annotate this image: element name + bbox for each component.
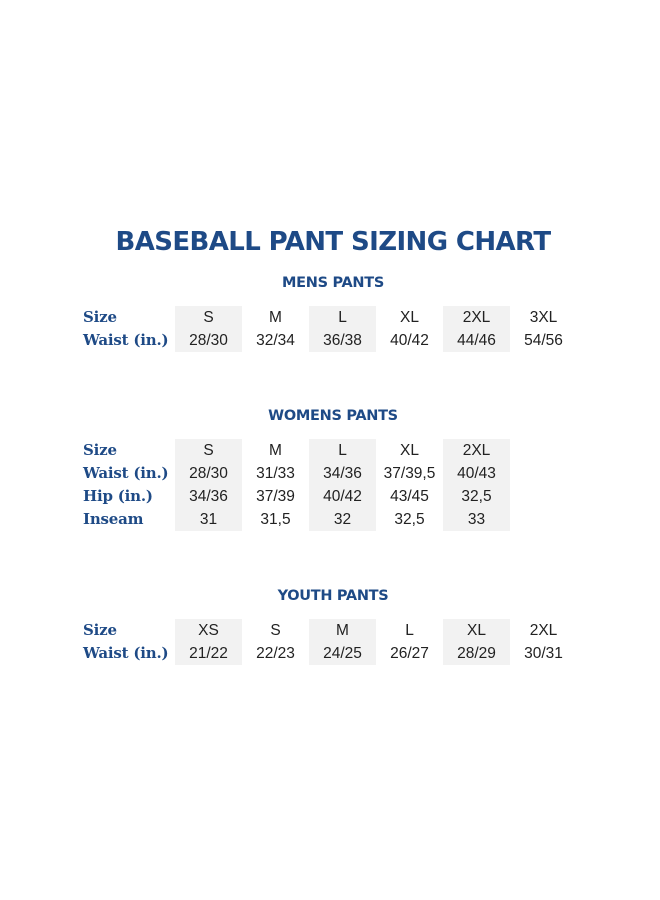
table-cell: 3XL [529, 309, 558, 326]
table-cell: 37/39,5 [383, 465, 436, 482]
row-label: Size [83, 308, 117, 326]
row-label: Waist (in.) [83, 331, 169, 349]
table-row [83, 642, 577, 665]
page-title: BASEBALL PANT SIZING CHART [115, 227, 551, 257]
youth-size-table [83, 619, 577, 665]
table-cell: XL [443, 619, 510, 642]
table-cell: 2XL [443, 439, 510, 462]
table-cell: 34/36 [175, 485, 242, 508]
table-cell: 31/33 [256, 465, 295, 482]
row-label: Size [83, 621, 117, 639]
table-cell: 28/30 [175, 329, 242, 352]
table-row [83, 462, 510, 485]
table-cell: 36/38 [309, 329, 376, 352]
table-row [83, 508, 510, 531]
table-cell: 31,5 [260, 511, 291, 528]
table-cell: 28/29 [443, 642, 510, 665]
table-cell: 54/56 [524, 332, 563, 349]
table-cell: 2XL [443, 306, 510, 329]
table-cell: XL [400, 309, 419, 326]
table-cell: 33 [443, 508, 510, 531]
table-cell: 30/31 [524, 645, 563, 662]
table-cell: 32,5 [394, 511, 425, 528]
table-cell: 44/46 [443, 329, 510, 352]
table-cell: 2XL [529, 622, 558, 639]
row-label: Waist (in.) [83, 464, 169, 482]
table-cell: XL [400, 442, 419, 459]
row-label: Inseam [83, 510, 144, 528]
table-cell: M [269, 309, 282, 326]
table-cell: M [269, 442, 282, 459]
table-cell: 32/34 [256, 332, 295, 349]
table-cell: 26/27 [390, 645, 429, 662]
table-cell: 24/25 [309, 642, 376, 665]
table-cell: 21/22 [175, 642, 242, 665]
table-cell: L [309, 306, 376, 329]
table-row [83, 485, 510, 508]
table-cell: S [270, 622, 281, 639]
table-cell: L [309, 439, 376, 462]
section-title-womens: WOMENS PANTS [268, 408, 398, 424]
table-row [83, 439, 510, 462]
mens-size-table [83, 306, 577, 352]
section-title-mens: MENS PANTS [282, 275, 384, 291]
table-cell: 31 [175, 508, 242, 531]
table-cell: 32,5 [443, 485, 510, 508]
table-cell: 32 [309, 508, 376, 531]
row-label: Waist (in.) [83, 644, 169, 662]
table-row [83, 619, 577, 642]
table-cell: M [309, 619, 376, 642]
table-cell: 22/23 [256, 645, 295, 662]
row-label: Hip (in.) [83, 487, 153, 505]
table-cell: 43/45 [390, 488, 429, 505]
table-row [83, 306, 577, 329]
table-row [83, 329, 577, 352]
table-cell: XS [175, 619, 242, 642]
table-cell: 34/36 [309, 462, 376, 485]
section-title-youth: YOUTH PANTS [277, 588, 389, 604]
table-cell: S [175, 306, 242, 329]
table-cell: 40/43 [443, 462, 510, 485]
row-label: Size [83, 441, 117, 459]
table-cell: 40/42 [309, 485, 376, 508]
table-cell: 28/30 [175, 462, 242, 485]
table-cell: S [175, 439, 242, 462]
table-cell: 40/42 [390, 332, 429, 349]
womens-size-table [83, 439, 510, 531]
table-cell: L [405, 622, 414, 639]
table-cell: 37/39 [256, 488, 295, 505]
